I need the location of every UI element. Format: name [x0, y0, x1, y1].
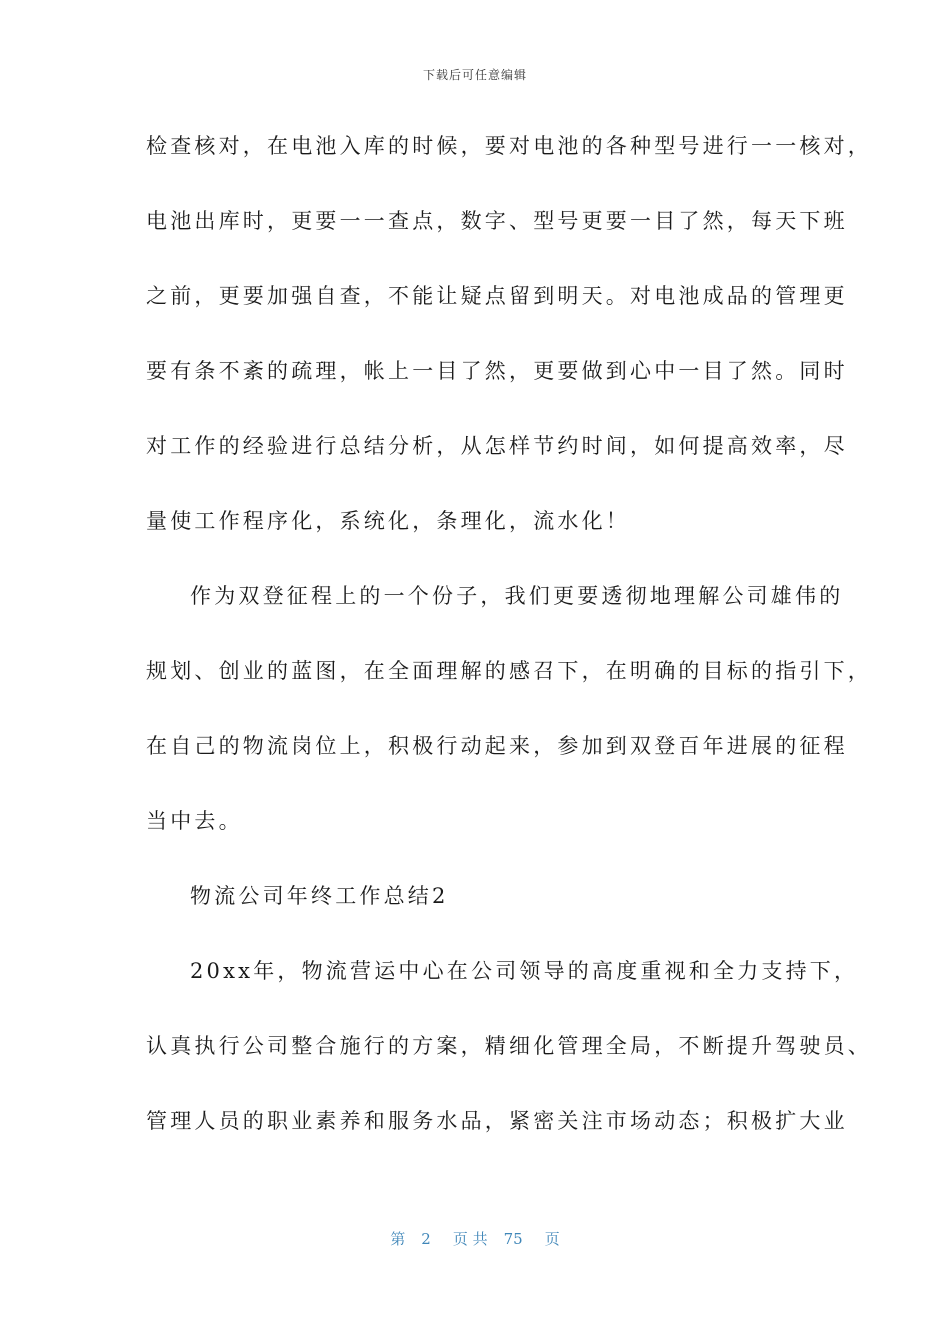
- body-line: 规划、创业的蓝图，在全面理解的感召下，在明确的目标的指引下，: [146, 659, 872, 683]
- body-line: 电池出库时，更要一一查点，数字、型号更要一目了然，每天下班: [146, 209, 848, 233]
- footer-total-pages: 75: [503, 1230, 523, 1248]
- body-line: 检查核对，在电池入库的时候，要对电池的各种型号进行一一核对，: [146, 134, 872, 158]
- body-line: 认真执行公司整合施行的方案，精细化管理全局，不断提升驾驶员、: [146, 1034, 872, 1058]
- body-line: 量使工作程序化，系统化，条理化，流水化！: [146, 509, 630, 533]
- document-body: [146, 120, 872, 1170]
- paragraph-first-line: 作为双登征程上的一个份子，我们更要透彻地理解公司雄伟的: [190, 584, 844, 608]
- section-heading: 物流公司年终工作总结2: [190, 884, 449, 908]
- body-line: 管理人员的职业素养和服务水品，紧密关注市场动态；积极扩大业: [146, 1109, 848, 1133]
- footer-current-page: 2: [421, 1230, 431, 1248]
- body-line: 在自己的物流岗位上，积极行动起来，参加到双登百年进展的征程: [146, 734, 848, 758]
- body-line: 对工作的经验进行总结分析，从怎样节约时间，如何提高效率，尽: [146, 434, 848, 458]
- body-line: 之前，更要加强自查，不能让疑点留到明天。对电池成品的管理更: [146, 284, 848, 308]
- paragraph-first-line: 20xx年，物流营运中心在公司领导的高度重视和全力支持下，: [190, 959, 859, 983]
- page-header-note: 下载后可任意编辑: [422, 68, 527, 82]
- body-line: 当中去。: [146, 809, 243, 833]
- body-line: 要有条不紊的疏理，帐上一目了然，更要做到心中一目了然。同时: [146, 359, 848, 383]
- footer-prefix: 第: [390, 1230, 406, 1248]
- footer-suffix: 页: [544, 1230, 560, 1248]
- page-footer: [0, 1228, 950, 1249]
- footer-middle: 页 共: [452, 1230, 488, 1248]
